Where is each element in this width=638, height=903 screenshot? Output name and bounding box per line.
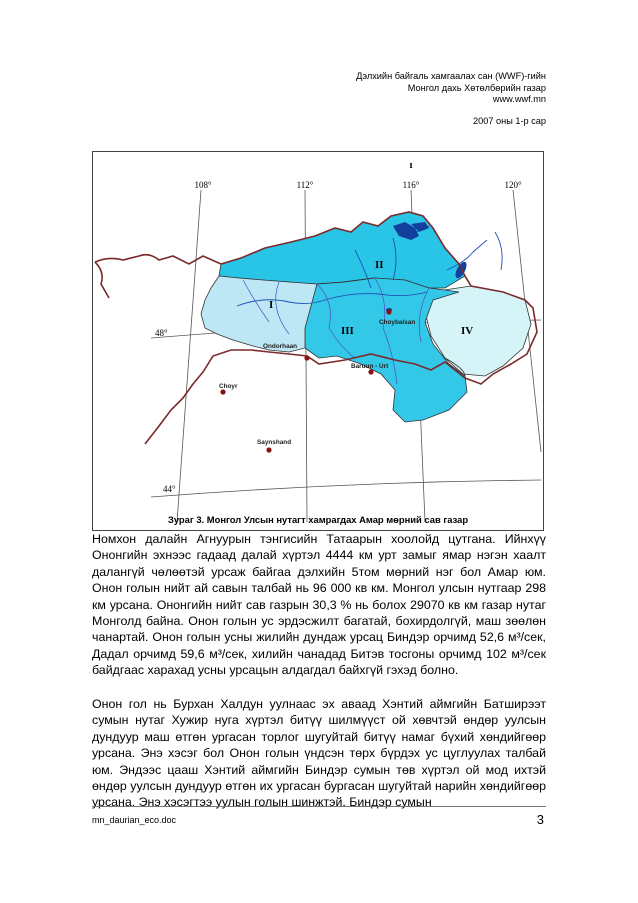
footer-divider (92, 806, 546, 807)
footer-filename: mn_daurian_eco.doc (92, 815, 177, 825)
choybalsan-dot (386, 309, 391, 314)
region-ii-label: II (375, 259, 384, 271)
lat-44-label: 44° (163, 484, 176, 494)
lon-108-label: 108° (194, 180, 212, 190)
region-ii (219, 212, 465, 288)
baruun-urt-label: Baruun - Urt (351, 363, 389, 370)
map-figure (92, 151, 544, 531)
lon-116-label: 116° (402, 180, 420, 190)
region-i-label: I (269, 299, 274, 311)
header-office: Монгол дахь Хөтөлбөрийн газар (407, 82, 546, 93)
page-number: 3 (536, 812, 544, 827)
saynshand-label: Saynshand (257, 439, 292, 446)
paragraph-2-text: Онон гол нь Бурхан Халдун уулнаас эх аваад Хэнтий аймгийн Батширээт сумын нутаг Хужир нуга хүртэл битүү шилмүүст ой хөвчтэй өндөр уулсын дундуур маш өтгөн ургасан торлог шугуйтай битүү намаг бүхий хөндийгөөр урсана. Энэ хэсэг бол Онон голын үндсэн төрх бүрдэх ус цуглуулах талбай юм. Эндээс цааш Хэнтий аймгийн Биндэр сумын төв хүртэл ой мод ихтэй өндөр уулсын дундуур өтгөн их ургасан бургасан шугуйтай нарийн хөндийгөөр урсана. Энэ хэсэгтээ уулын голын шинжтэй. Биндэр сумын (92, 697, 546, 810)
baruun-urt-dot (368, 369, 373, 374)
region-iv-label: IV (461, 325, 474, 337)
lat-48-label: 48° (155, 328, 168, 338)
lon-120-label: 120° (504, 180, 522, 190)
paragraph-1-text: Номхон далайн Агнуурын тэнгисийн Татаарын хоолойд цутгана. Ийнхүү Ононгийн эхнээс гадаад далай хүртэл 4444 км урт замыг ямар нэгэн хаалт далангүй чөлөөтэй урсаж байгаа дэлхийн 5том мөрний нэг бол Амар юм. Онон голын нийт ай савын талбай нь 96 000 кв км. Монгол улсын нутгаар 298 км урсана. Ононгийн нийт сав газрын 30,3 % нь болох 29070 кв км газар нутаг Монголд байна. Онон голын ус эрдэсжилт багатай, бохирдолгүй, маш зөөлөн чанартай. Онон голын усны жилийн дундаж урсац Биндэр орчимд 52,6 м³/сек, Дадал орчимд 59,6 м³/сек, хилийн чанадад Битэв тосгоны орчимд 102 м³/сек байдгаас харахад усны урсацын алдагдал байхгүй гэхэд болно. (92, 532, 546, 678)
header-organization: Дэлхийн байгаль хамгаалах сан (WWF)-гийн (356, 71, 546, 81)
body-paragraph-2 (92, 696, 546, 811)
saynshand-dot (266, 447, 271, 452)
header-website: www.wwf.mn (492, 94, 546, 105)
choyr-dot (220, 389, 225, 394)
north-arrow: ı (409, 160, 413, 171)
figure-caption: Зураг 3. Монгол Улсын нутагт хамрагдах Амар мөрний сав газар (167, 514, 469, 525)
header-date: 2007 оны 1-р сар (473, 115, 546, 126)
region-iii-label: III (341, 325, 354, 337)
choybalsan-label: Choybalsan (379, 319, 416, 326)
document-header (356, 71, 546, 127)
region-i (201, 276, 317, 352)
choyr-label: Choyr (219, 383, 238, 390)
body-paragraph-1 (92, 531, 546, 679)
lon-112-label: 112° (296, 180, 314, 190)
ondorhaan-dot (304, 355, 309, 360)
amur-basin-map (93, 152, 543, 530)
ondorhaan-label: Ondorhaan (263, 343, 298, 350)
